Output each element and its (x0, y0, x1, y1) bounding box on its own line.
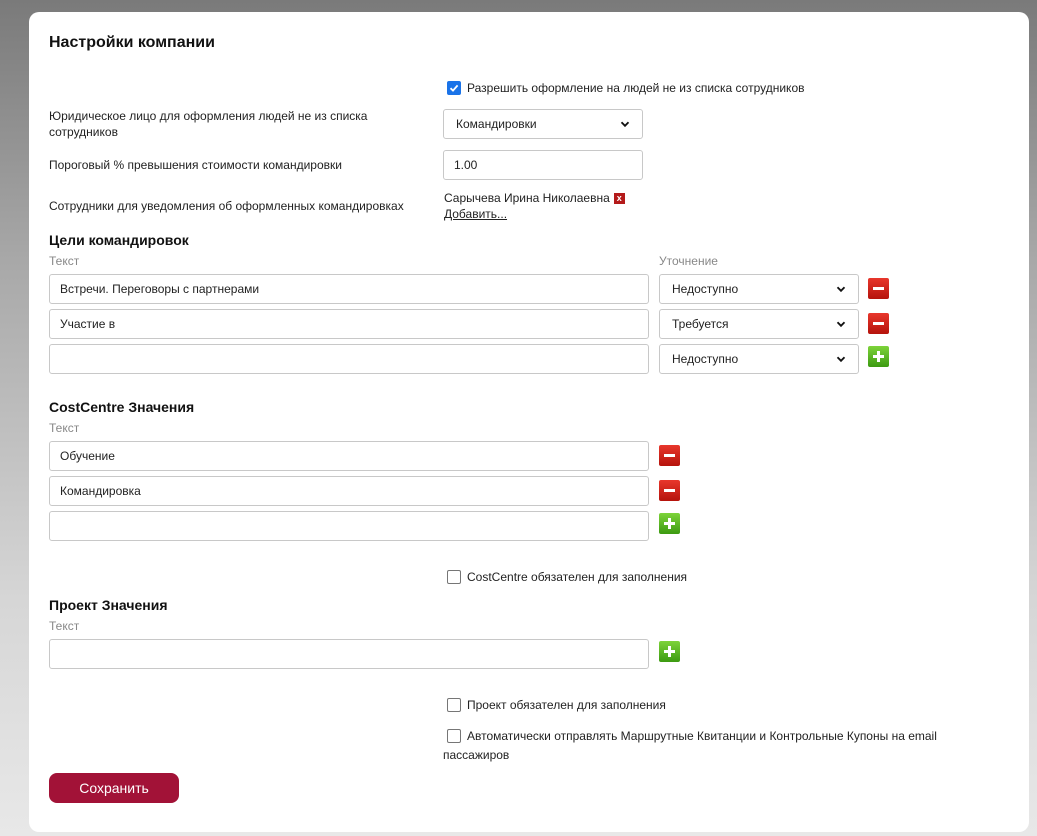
legal-entity-value: Командировки (456, 117, 537, 131)
purposes-col-text: Текст (49, 254, 80, 268)
chevron-down-icon (836, 354, 846, 364)
project-title: Проект Значения (49, 597, 168, 613)
purpose-clarify-select[interactable] (659, 344, 859, 374)
minus-icon (664, 489, 675, 492)
costcentre-text-input[interactable] (49, 511, 649, 541)
costcentre-text-input[interactable] (49, 441, 649, 471)
legal-entity-label: Юридическое лицо для оформления людей не из списка сотрудников (49, 109, 368, 139)
notify-employee-name: Сарычева Ирина Николаевна (444, 191, 610, 205)
settings-panel (29, 12, 1029, 832)
costcentre-col-text: Текст (49, 421, 80, 435)
notify-label: Сотрудники для уведомления об оформленных командировках (49, 199, 404, 213)
costcentre-title: CostCentre Значения (49, 399, 195, 415)
minus-icon (873, 287, 884, 290)
purpose-clarify-select[interactable] (659, 309, 859, 339)
purpose-text-input[interactable] (49, 344, 649, 374)
legal-entity-select[interactable] (443, 109, 643, 139)
costcentre-required-row[interactable] (447, 569, 687, 585)
remove-costcentre-button[interactable] (659, 480, 680, 501)
auto-send-label: Автоматически отправлять Маршрутные Квитанции и Контрольные Купоны на email (467, 729, 937, 743)
add-purpose-button[interactable] (868, 346, 889, 367)
auto-send-row[interactable] (447, 728, 937, 744)
project-required-row[interactable] (447, 697, 666, 713)
chevron-down-icon (620, 119, 630, 129)
project-required-checkbox[interactable] (447, 698, 461, 712)
project-required-label: Проект обязателен для заполнения (467, 698, 666, 712)
allow-external-checkbox[interactable] (447, 81, 461, 95)
check-icon (449, 83, 459, 93)
add-project-button[interactable] (659, 641, 680, 662)
costcentre-required-label: CostCentre обязателен для заполнения (467, 570, 688, 584)
threshold-input[interactable] (443, 150, 643, 180)
costcentre-required-checkbox[interactable] (447, 570, 461, 584)
purposes-col-clarify: Уточнение (659, 254, 718, 268)
remove-purpose-button[interactable] (868, 313, 889, 334)
page-title: Настройки компании (49, 34, 215, 51)
auto-send-label-cont: пассажиров (443, 748, 510, 762)
threshold-label: Пороговый % превышения стоимости командировки (49, 158, 342, 172)
save-button[interactable]: Сохранить (49, 773, 179, 803)
purpose-clarify-value: Недоступно (672, 352, 739, 366)
add-employee-link[interactable]: Добавить... (444, 207, 508, 221)
purpose-clarify-value: Недоступно (672, 282, 739, 296)
project-text-input[interactable] (49, 639, 649, 669)
remove-costcentre-button[interactable] (659, 445, 680, 466)
minus-icon (664, 454, 675, 457)
chevron-down-icon (836, 284, 846, 294)
notify-employee-row (444, 190, 625, 206)
purposes-title: Цели командировок (49, 232, 189, 248)
minus-icon (873, 322, 884, 325)
allow-external-row[interactable] (447, 80, 805, 96)
project-col-text: Текст (49, 619, 80, 633)
purpose-text-input[interactable] (49, 309, 649, 339)
remove-purpose-button[interactable] (868, 278, 889, 299)
auto-send-checkbox[interactable] (447, 729, 461, 743)
allow-external-label: Разрешить оформление на людей не из списка сотрудников (467, 81, 805, 95)
costcentre-text-input[interactable] (49, 476, 649, 506)
purpose-clarify-value: Требуется (672, 317, 729, 331)
purpose-clarify-select[interactable] (659, 274, 859, 304)
purpose-text-input[interactable] (49, 274, 649, 304)
chevron-down-icon (836, 319, 846, 329)
add-costcentre-button[interactable] (659, 513, 680, 534)
remove-employee-icon[interactable]: x (614, 193, 625, 204)
